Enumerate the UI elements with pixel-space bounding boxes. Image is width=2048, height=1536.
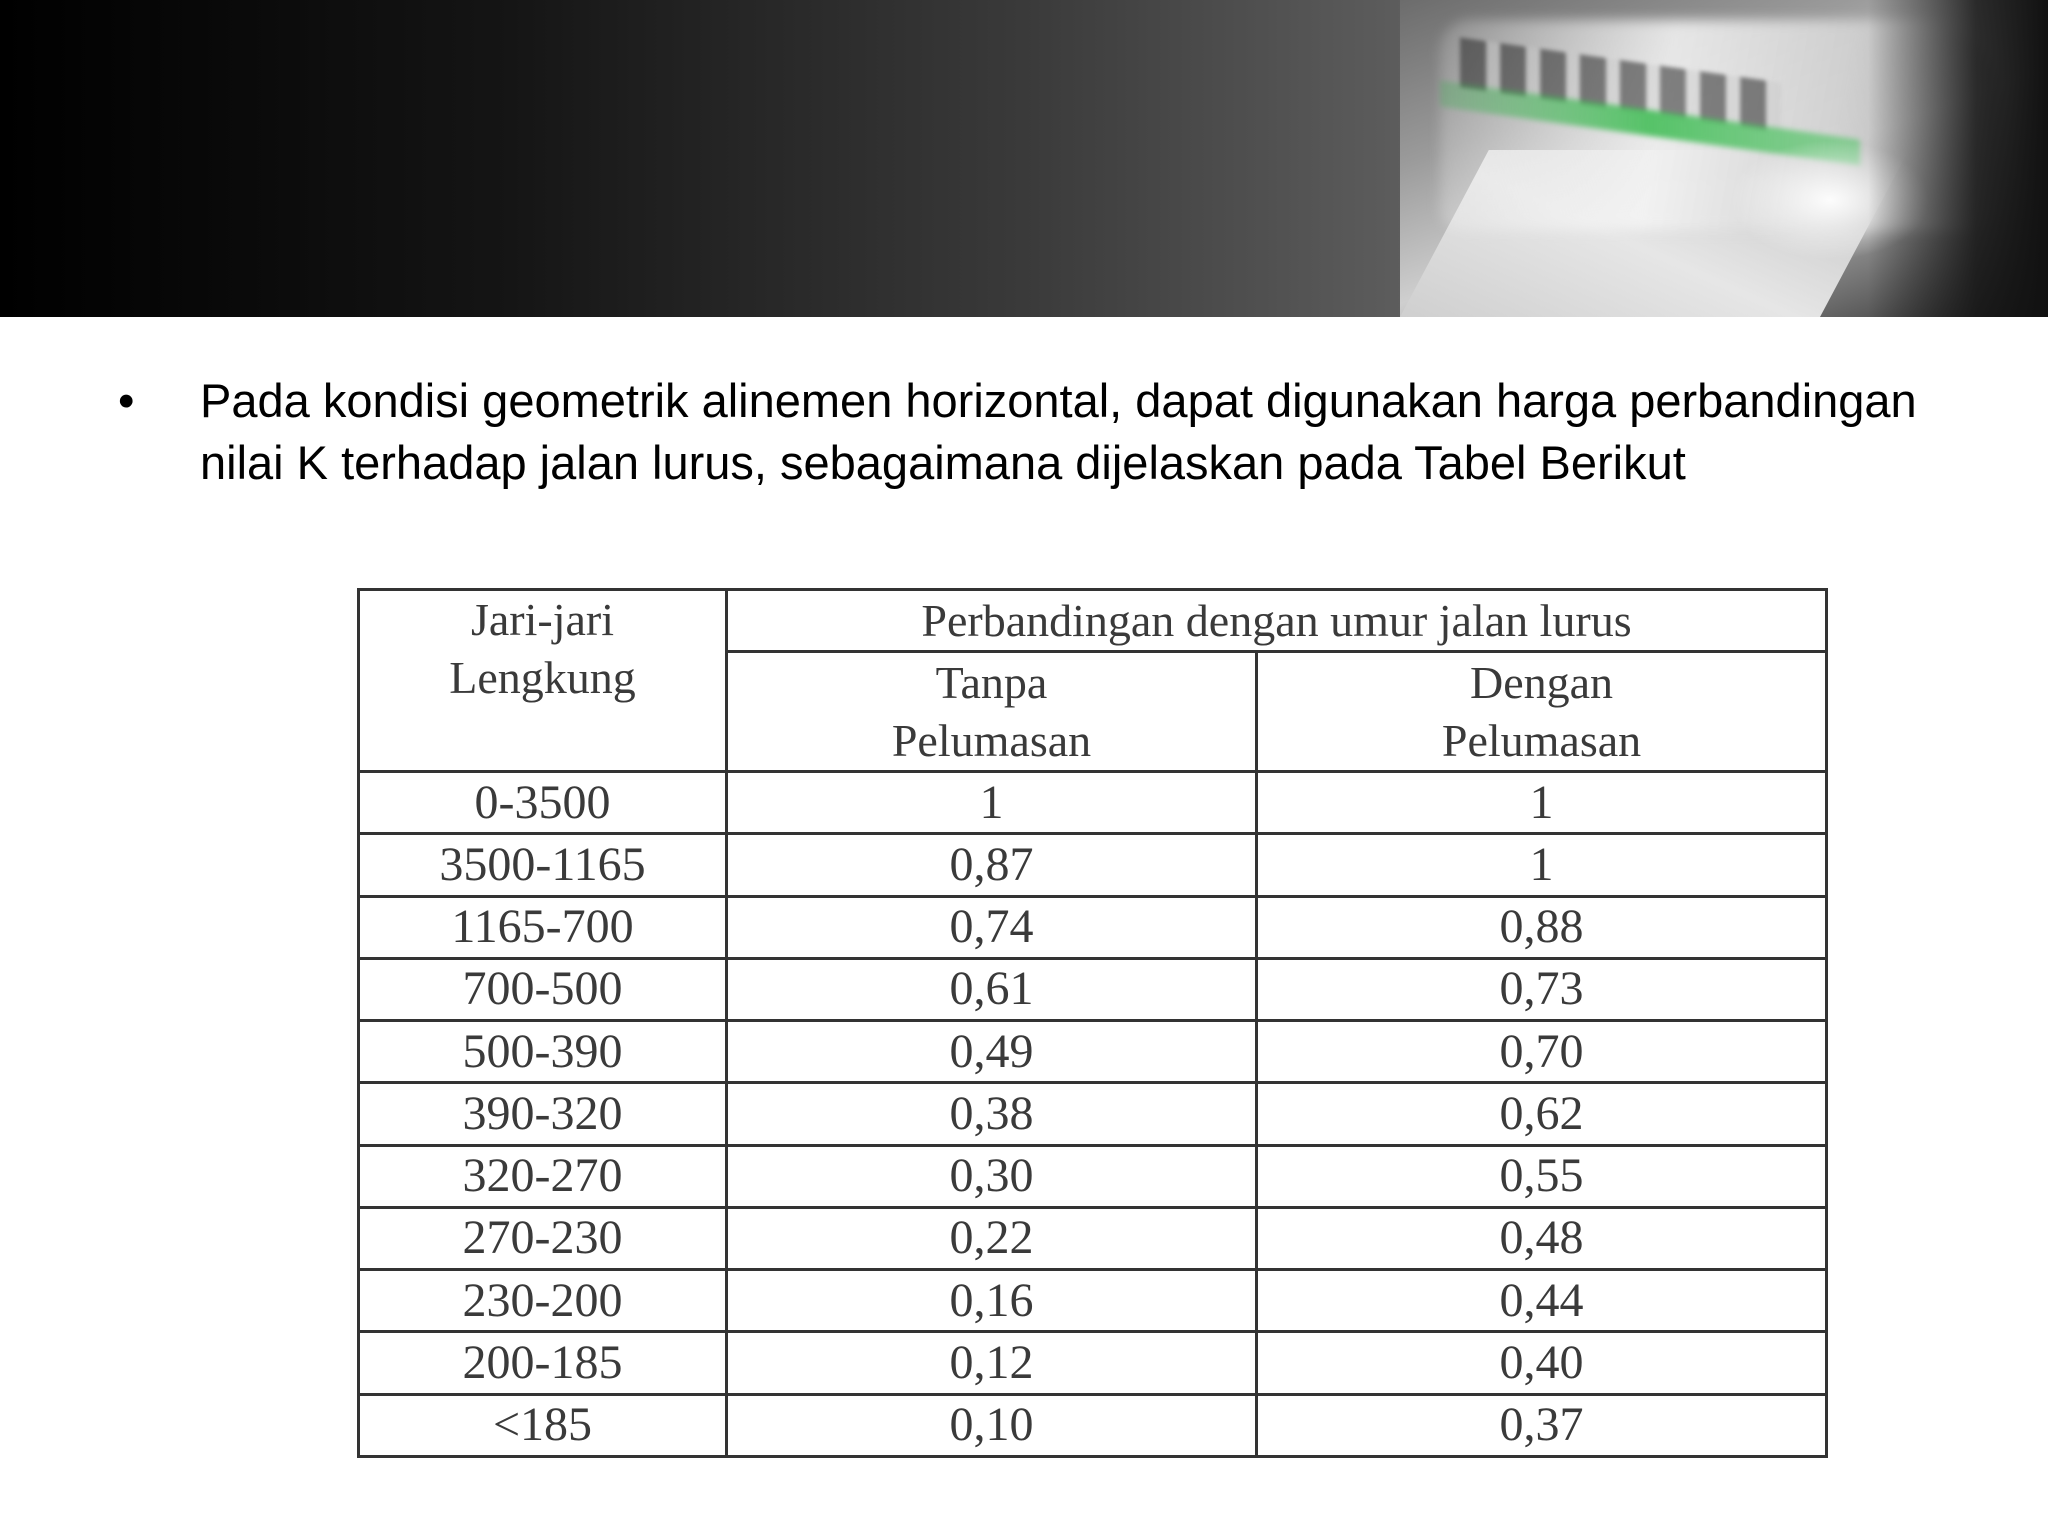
tunnel-shadow-shape — [1868, 0, 2048, 317]
cell-radius: 320-270 — [359, 1145, 727, 1207]
table-row — [359, 1021, 1827, 1083]
ratio-table — [357, 588, 1828, 1458]
cell-radius: 500-390 — [359, 1021, 727, 1083]
header-with-line1: Dengan — [1469, 656, 1614, 708]
header-without-line2: Pelumasan — [891, 714, 1092, 766]
cell-with: 0,73 — [1257, 958, 1827, 1020]
header-group: Perbandingan dengan umur jalan lurus — [727, 590, 1827, 652]
cell-without: 0,74 — [727, 896, 1257, 958]
bullet-text: Pada kondisi geometrik alinemen horizontal, dapat digunakan harga perbandingan nilai K terhadap jalan lurus, sebagaimana dijelaskan pada Tabel Berikut — [200, 374, 1917, 489]
cell-with: 0,44 — [1257, 1270, 1827, 1332]
table-row — [359, 958, 1827, 1020]
cell-with: 0,37 — [1257, 1394, 1827, 1456]
cell-without: 0,10 — [727, 1394, 1257, 1456]
table-row — [359, 896, 1827, 958]
ratio-table-container — [357, 588, 1825, 1458]
cell-without: 0,49 — [727, 1021, 1257, 1083]
cell-without: 0,38 — [727, 1083, 1257, 1145]
table-row — [359, 1332, 1827, 1394]
cell-with: 0,70 — [1257, 1021, 1827, 1083]
cell-without: 0,61 — [727, 958, 1257, 1020]
cell-with: 1 — [1257, 772, 1827, 834]
table-row — [359, 1083, 1827, 1145]
cell-with: 0,62 — [1257, 1083, 1827, 1145]
train-photo — [1400, 0, 2048, 317]
cell-without: 0,12 — [727, 1332, 1257, 1394]
cell-with: 0,48 — [1257, 1207, 1827, 1269]
cell-radius: 390-320 — [359, 1083, 727, 1145]
header-with-lubrication — [1257, 652, 1827, 772]
cell-radius: 1165-700 — [359, 896, 727, 958]
bullet-icon: • — [118, 374, 135, 427]
cell-with: 0,40 — [1257, 1332, 1827, 1394]
header-radius-line2: Lengkung — [449, 652, 636, 703]
table-row — [359, 834, 1827, 896]
header-banner — [0, 0, 2048, 317]
cell-without: 0,22 — [727, 1207, 1257, 1269]
cell-radius: 3500-1165 — [359, 834, 727, 896]
header-radius — [359, 590, 727, 772]
table-row — [359, 1207, 1827, 1269]
header-without-lubrication — [727, 652, 1257, 772]
cell-with: 1 — [1257, 834, 1827, 896]
table-row — [359, 1394, 1827, 1456]
cell-radius: 200-185 — [359, 1332, 727, 1394]
cell-radius: 700-500 — [359, 958, 727, 1020]
cell-radius: 230-200 — [359, 1270, 727, 1332]
header-without-line1: Tanpa — [935, 656, 1048, 708]
cell-without: 1 — [727, 772, 1257, 834]
table-row — [359, 1270, 1827, 1332]
cell-without: 0,87 — [727, 834, 1257, 896]
cell-with: 0,55 — [1257, 1145, 1827, 1207]
cell-radius: 270-230 — [359, 1207, 727, 1269]
cell-radius: <185 — [359, 1394, 727, 1456]
header-radius-line1: Jari-jari — [470, 594, 615, 645]
cell-without: 0,16 — [727, 1270, 1257, 1332]
table-row — [359, 1145, 1827, 1207]
header-with-line2: Pelumasan — [1441, 714, 1642, 766]
cell-with: 0,88 — [1257, 896, 1827, 958]
cell-radius: 0-3500 — [359, 772, 727, 834]
table-row — [359, 772, 1827, 834]
cell-without: 0,30 — [727, 1145, 1257, 1207]
